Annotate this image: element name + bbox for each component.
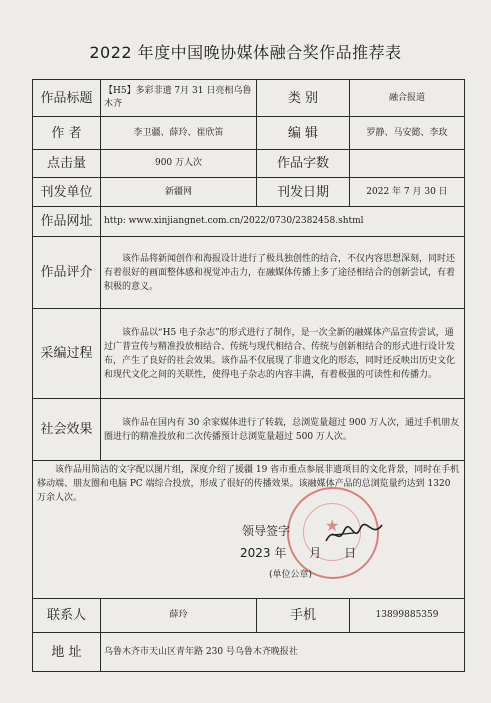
leader-signature (324, 521, 384, 547)
row-contact (33, 599, 465, 633)
row-author (33, 117, 465, 150)
url-value: http: www.xinjiangnet.com.cn/2022/0730/2382458.shtml (101, 207, 465, 237)
work-title-value: 【H5】多彩非遗 7月 31 日亮相乌鲁木齐 (101, 80, 257, 117)
form-title: 2022 年度中国晚协媒体融合奖作品推荐表 (89, 43, 402, 62)
publish-date-label: 刊发日期 (257, 178, 350, 207)
url-label: 作品网址 (33, 207, 101, 237)
row-review (33, 237, 465, 309)
effect-text: 该作品在国内有 30 余家媒体进行了转载，总浏览量超过 900 万人次，通过手机朋友圈进行的精准投放和二次传播预计总浏览量超过 500 万人次。 (101, 399, 465, 461)
recommendation-text: 该作品用简洁的文字配以图片组，深度介绍了援疆 19 省市重点参展非遗项目的文化背景，同时在手机移动端、朋友圈和电脑 PC 端综合投放，形成了很好的传播效果。该融媒体产品的总浏览量约达到 1320 万余人次。 (37, 465, 460, 503)
row-address (33, 633, 465, 672)
address-value: 乌鲁木齐市天山区青年路 230 号乌鲁木齐晚报社 (101, 633, 465, 672)
contact-value: 薛玲 (101, 599, 257, 633)
clicks-label: 点击量 (33, 150, 101, 178)
process-text: 该作品以“H5 电子杂志”的形式进行了制作，是一次全新的融媒体产品宣传尝试，通过广普宣传与精准投放相结合、传统与现代相结合、传统与创新相结合的形式进行设计发布，产生了良好的社会效果。该作品不仅展现了非遗文化的形态，同时还反映出历史文化和现代文化之间的关联性，使得电子杂志的内容丰满，有着极强的可读性和传播力。 (101, 309, 465, 399)
row-effect (33, 399, 465, 461)
publish-date-value: 2022 年 7 月 30 日 (350, 178, 465, 207)
editor-label: 编 辑 (257, 117, 350, 150)
publisher-label: 刊发单位 (33, 178, 101, 207)
recommendation-area (37, 463, 460, 596)
official-seal: ★ (287, 487, 379, 579)
effect-label: 社会效果 (33, 399, 101, 461)
row-work-title (33, 80, 465, 117)
row-recommendation (33, 461, 465, 599)
row-url (33, 207, 465, 237)
seal-label: (单位公章) (269, 570, 313, 580)
author-value: 李卫疆、薛玲、崔欣笛 (101, 117, 257, 150)
word-count-label: 作品字数 (257, 150, 350, 178)
category-label: 类 别 (257, 80, 350, 117)
sign-date: 2023 年 月 日 (240, 546, 357, 560)
recommendation-cell (33, 461, 465, 599)
address-label: 地 址 (33, 633, 101, 672)
clicks-value: 900 万人次 (101, 150, 257, 178)
review-text: 该作品将新闻创作和海报设计进行了极具独创性的结合，不仅内容思想深刻，同时还有着很好的画面整体感和视觉冲击力，在融媒体传播上多了途径相结合的创新尝试，有着积极的意义。 (101, 237, 465, 309)
row-publisher (33, 178, 465, 207)
review-label: 作品评介 (33, 237, 101, 309)
category-value: 融合报道 (350, 80, 465, 117)
editor-value: 罗静、马安懿、李玫 (350, 117, 465, 150)
word-count-value (350, 150, 465, 178)
author-label: 作 者 (33, 117, 101, 150)
row-process (33, 309, 465, 399)
row-clicks (33, 150, 465, 178)
work-title-label: 作品标题 (33, 80, 101, 117)
publisher-value: 新疆网 (101, 178, 257, 207)
process-label: 采编过程 (33, 309, 101, 399)
sign-label: 领导签字 (242, 524, 291, 538)
phone-value: 13899885359 (350, 599, 465, 633)
phone-label: 手机 (257, 599, 350, 633)
recommendation-form (32, 79, 465, 672)
contact-label: 联系人 (33, 599, 101, 633)
